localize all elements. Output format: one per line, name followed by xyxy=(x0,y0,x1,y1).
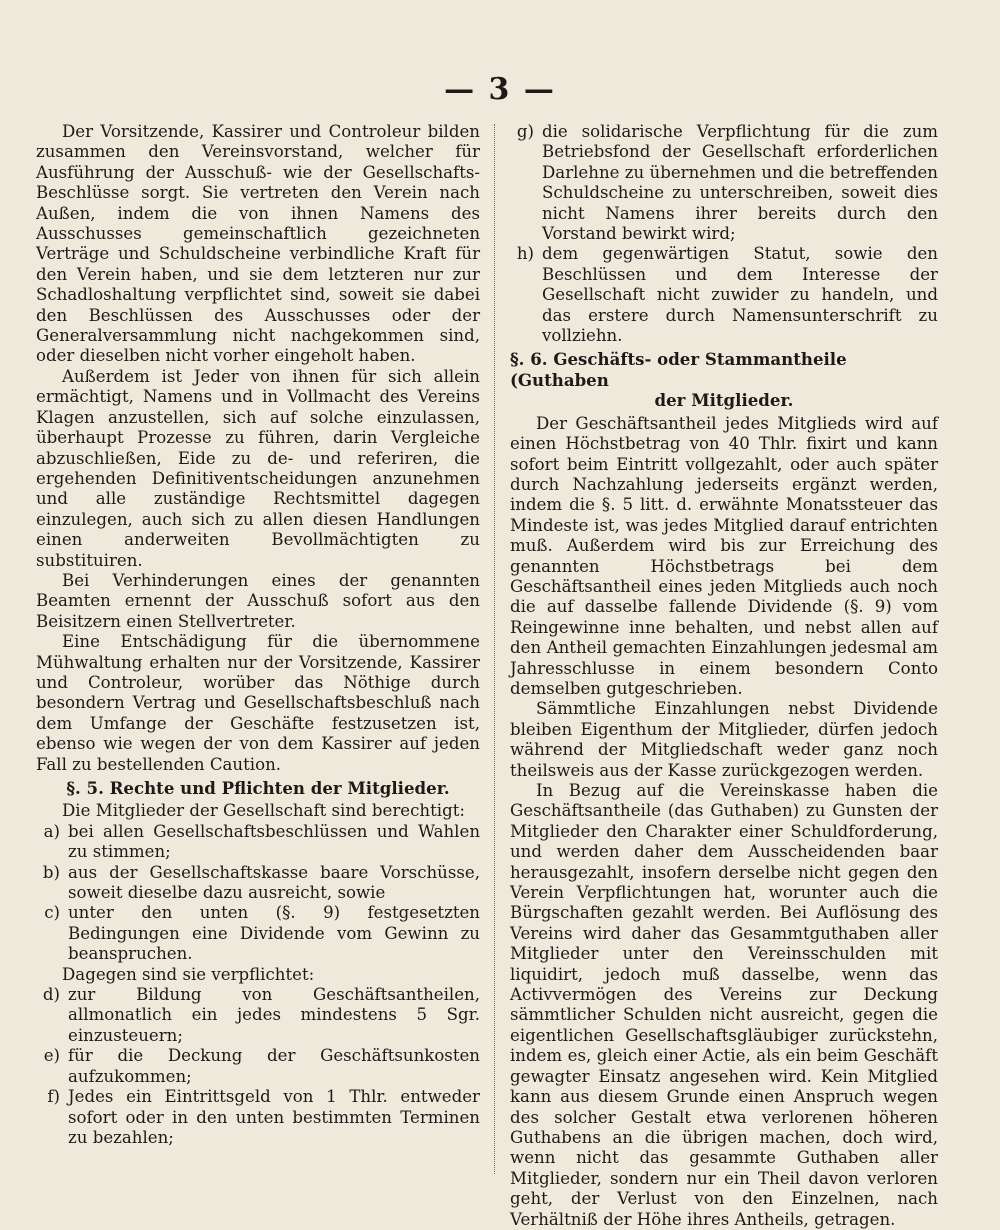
page-number: — 3 — xyxy=(444,72,556,107)
item-text: zur Bildung von Geschäftsantheilen, allmonatlich ein jedes mindestens 5 Sgr. einzusteuern; xyxy=(68,985,480,1045)
section-heading-6: §. 6. Geschäfts- oder Stammantheile (Guthaben xyxy=(510,349,847,390)
item-mark: h) xyxy=(516,244,534,264)
paragraph-share: Der Geschäftsantheil jedes Mitglieds wird auf einen Höchstbetrag von 40 Thlr. fixirt und kann sofort beim Eintritt vollgezahlt, oder auch später durch Nachzahlung jederseits ergänzt werden, indem die §. 5 litt. d. erwähnte Monatssteuer das Mindeste ist, was jedes Mitglied darauf entrichten muß. Außerdem wird bis zur Erreichung des genannten Höchstbetrags bei dem Geschäftsantheil eines jeden Mitglieds auch noch die auf dasselbe fallende Dividende (§. 9) vom Reingewinne inne behalten, und nebst allen auf den Antheil gemachten Einzahlungen jedesmal am Jahresschlusse in einem besondern Conto demselben gutgeschrieben. xyxy=(510,413,938,698)
list-item-a xyxy=(36,822,480,863)
item-mark: d) xyxy=(42,985,60,1005)
item-text: dem gegenwärtigen Statut, sowie den Beschlüssen und dem Interesse der Gesellschaft nicht zuwider zu handeln, und das erstere durch Namensunterschrift zu vollziehn. xyxy=(542,244,938,346)
item-mark: c) xyxy=(44,903,60,923)
paragraph-treasury: In Bezug auf die Vereinskasse haben die Geschäftsantheile (das Guthaben) zu Gunsten der Mitglieder den Charakter einer Schuldforderung, und werden daher dem Ausscheidenden baar herausgezahlt, insofern derselbe nicht gegen den Verein Verpflichtungen hat, worunter auch die Bürgschaften gezahlt werden. Bei Auflösung des Vereins wird daher das Gesammtguthaben aller Mitglieder unter den Vereinsschulden mit liquidirt, jedoch muß dasselbe, wenn das Activvermögen des Vereins zur Deckung sämmtlicher Schulden nicht ausreicht, gegen die eigentlichen Gesellschaftsgläubiger zurückstehn, indem es, gleich einer Actie, als ein beim Geschäft gewagter Einsatz angesehen wird. Kein Mitglied kann aus diesem Grunde einen Anspruch wegen des solcher Gestalt etwa verlorenen höheren Guthabens an die übrigen machen, doch wird, wenn nicht das gesammte Guthaben aller Mitglieder, sondern nur ein Theil davon verloren geht, der Verlust von den Einzelnen, nach Verhältniß der Höhe ihres Antheils, getragen. xyxy=(510,781,938,1229)
item-text: Jedes ein Eintrittsgeld von 1 Thlr. entweder sofort oder in den unten bestimmten Terminen zu bezahlen; xyxy=(68,1087,480,1147)
item-mark: e) xyxy=(43,1046,60,1066)
paragraph-authority: Außerdem ist Jeder von ihnen für sich allein ermächtigt, Namens und in Vollmacht des Vereins Klagen anzustellen, sich auf solche einzulassen, überhaupt Prozesse zu führen, darin Vergleiche abzuschließen, Eide zu de- und referiren, die ergehenden Definitiventscheidungen anzunehmen und alle zuständige Rechtsmittel dagegen einzulegen, auch sich zu allen diesen Handlungen einen anderweiten Bevollmächtigten zu substituiren. xyxy=(36,366,480,570)
list-item-d xyxy=(36,985,480,1046)
list-item-f xyxy=(36,1087,480,1148)
item-text: unter den unten (§. 9) festgesetzten Bedingungen eine Dividende vom Gewinn zu beanspruchen. xyxy=(68,903,480,964)
section-heading-6-cont: der Mitglieder. xyxy=(654,390,794,411)
item-text: aus der Gesellschaftskasse baare Vorschüsse, soweit dieselbe dazu ausreicht, sowie xyxy=(68,862,480,903)
paragraph-compensation: Eine Entschädigung für die übernommene Mühwaltung erhalten nur der Vorsitzende, Kassirer und Controleur, worüber das Nöthige durch besondern Vertrag und Gesellschaftsbeschluß nach dem Umfange der Geschäfte festzusetzen ist, ebenso wie wegen der von dem Kassirer auf jeden Fall zu bestellenden Caution. xyxy=(36,632,480,774)
item-mark: f) xyxy=(47,1087,60,1107)
column-divider xyxy=(494,124,496,1174)
list-item-h xyxy=(510,244,938,346)
left-column xyxy=(36,122,480,1148)
item-text: bei allen Gesellschaftsbeschlüssen und Wahlen zu stimmen; xyxy=(68,821,480,862)
paragraph-substitute: Bei Verhinderungen eines der genannten Beamten ernennt der Ausschuß sofort aus den Beisitzern einen Stellvertreter. xyxy=(36,570,480,631)
list-item-c xyxy=(36,903,480,964)
duties-intro: Dagegen sind sie verpflichtet: xyxy=(62,964,315,984)
list-item-g xyxy=(510,122,938,244)
item-mark: g) xyxy=(516,122,534,141)
item-text: die solidarische Verpflichtung für die zum Betriebsfond der Gesellschaft erforderlichen Darlehne zu übernehmen und die betreffenden Schuldscheine zu unterschreiben, soweit dies nicht Namens ihrer bereits durch den Vorstand bewirkt wird; xyxy=(542,122,938,244)
right-column xyxy=(510,122,938,1230)
section-heading-5: §. 5. Rechte und Pflichten der Mitglieder. xyxy=(66,778,450,798)
list-item-b xyxy=(36,863,480,904)
item-mark: b) xyxy=(42,862,60,882)
rights-intro: Die Mitglieder der Gesellschaft sind berechtigt: xyxy=(62,801,465,821)
paragraph-board: Der Vorsitzende, Kassirer und Controleur bilden zusammen den Vereinsvorstand, welcher für Ausführung der Ausschuß- wie der Gesellschafts-Beschlüsse sorgt. Sie vertreten den Verein nach Außen, indem die von ihnen Namens des Ausschusses gemeinschaftlich gezeichneten Verträge und Schuldscheine verbindliche Kraft für den Verein haben, und sie dem letzteren nur zur Schadloshaltung verpflichtet sind, soweit sie dabei den Beschlüssen des Ausschusses oder der Generalversammlung nicht nachgekommen sind, oder dieselben nicht vorher eingeholt haben. xyxy=(36,122,480,366)
item-mark: a) xyxy=(43,821,60,841)
item-text: für die Deckung der Geschäftsunkosten aufzukommen; xyxy=(68,1046,480,1086)
list-item-e xyxy=(36,1046,480,1087)
paragraph-deposits: Sämmtliche Einzahlungen nebst Dividende bleiben Eigenthum der Mitglieder, dürfen jedoch während der Mitgliedschaft weder ganz noch theilsweis aus der Kasse zurückgezogen werden. xyxy=(510,699,938,780)
